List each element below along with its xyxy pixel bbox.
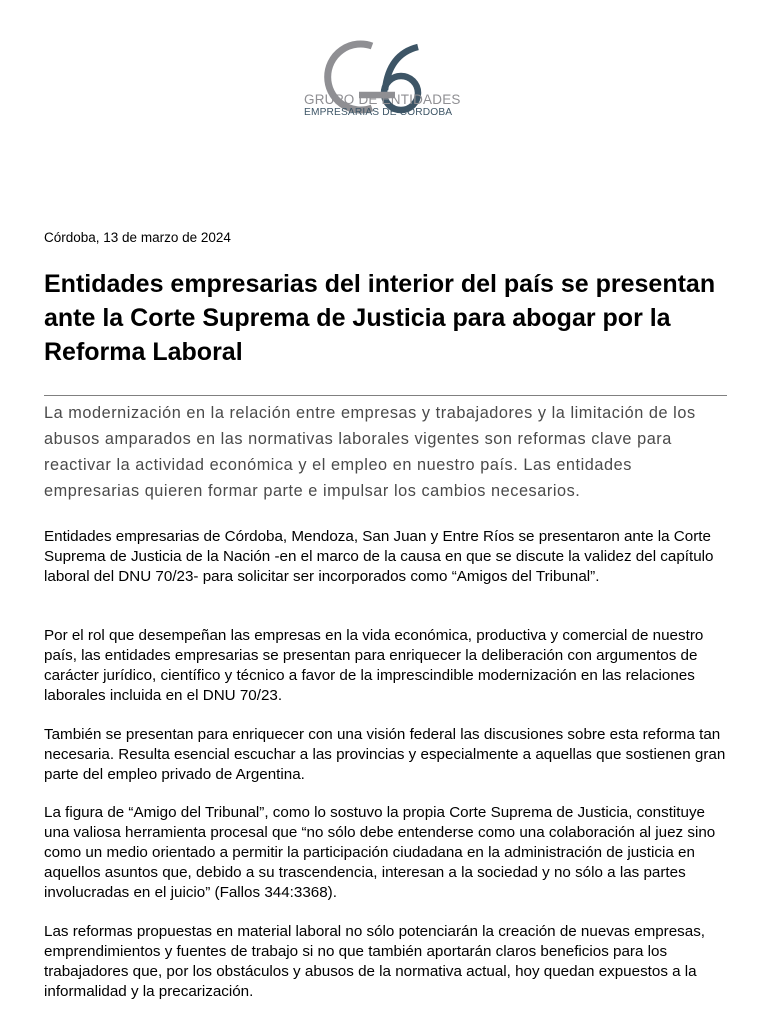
body-paragraph: La figura de “Amigo del Tribunal”, como lo sostuvo la propia Corte Suprema de Justicia, constituye una valiosa herramienta procesal que “no sólo debe entenderse como una colaboración al juez sino como un medio orientado a permitir la participación ciudadana en la administración de justicia en aquellos asuntos que, debido a su trascendencia, interesan a la sociedad y no sólo a las partes involucradas en el juicio” (Fallos 344:3368). (44, 804, 716, 901)
logo-text-line2: EMPRESARIAS DE CÓRDOBA (304, 107, 453, 118)
body-paragraph: Entidades empresarias de Córdoba, Mendoza, San Juan y Entre Ríos se presentaron ante la Corte Suprema de Justicia de la Nación -en el marco de la causa en que se discute la validez del capítulo laboral del DNU 70/23- para solicitar ser incorporados como “Amigos del Tribunal”. (44, 528, 714, 585)
dateline: Córdoba, 13 de marzo de 2024 (44, 230, 231, 245)
body-paragraph: Las reformas propuestas en material laboral no sólo potenciarán la creación de nuevas empresas, emprendimientos y fuentes de trabajo si no que también aportarán claros beneficios para los trabajadores que, por los obstáculos y abusos de la normativa actual, hoy quedan expuestos a la informalidad y la precarización. (44, 923, 706, 1000)
lead-paragraph: La modernización en la relación entre empresas y trabajadores y la limitación de los abusos amparados en las normativas laborales vigentes son reformas clave para reactivar la actividad económica y el empleo en nuestro país. Las entidades empresarias quieren formar parte e impulsar los cambios necesarios. (44, 404, 696, 500)
body-paragraph: También se presentan para enriquecer con una visión federal las discusiones sobre esta reforma tan necesaria. Resulta esencial escuchar a las provincias y especialmente a aquellas que sostienen gran parte del empleo privado de Argentina. (44, 726, 726, 783)
divider (44, 395, 727, 396)
headline: Entidades empresarias del interior del país se presentan ante la Corte Suprema de Justicia para abogar por la Reforma Laboral (44, 270, 716, 366)
logo-text-line1: GRUPO DE ENTIDADES (304, 92, 461, 107)
body-paragraph: Por el rol que desempeñan las empresas en la vida económica, productiva y comercial de nuestro país, las entidades empresarias se presentan para enriquecer la deliberación con argumentos de carácter jurídico, científico y técnico a favor de la imprescindible modernización en las relaciones laborales incluida en el DNU 70/23. (44, 627, 704, 704)
